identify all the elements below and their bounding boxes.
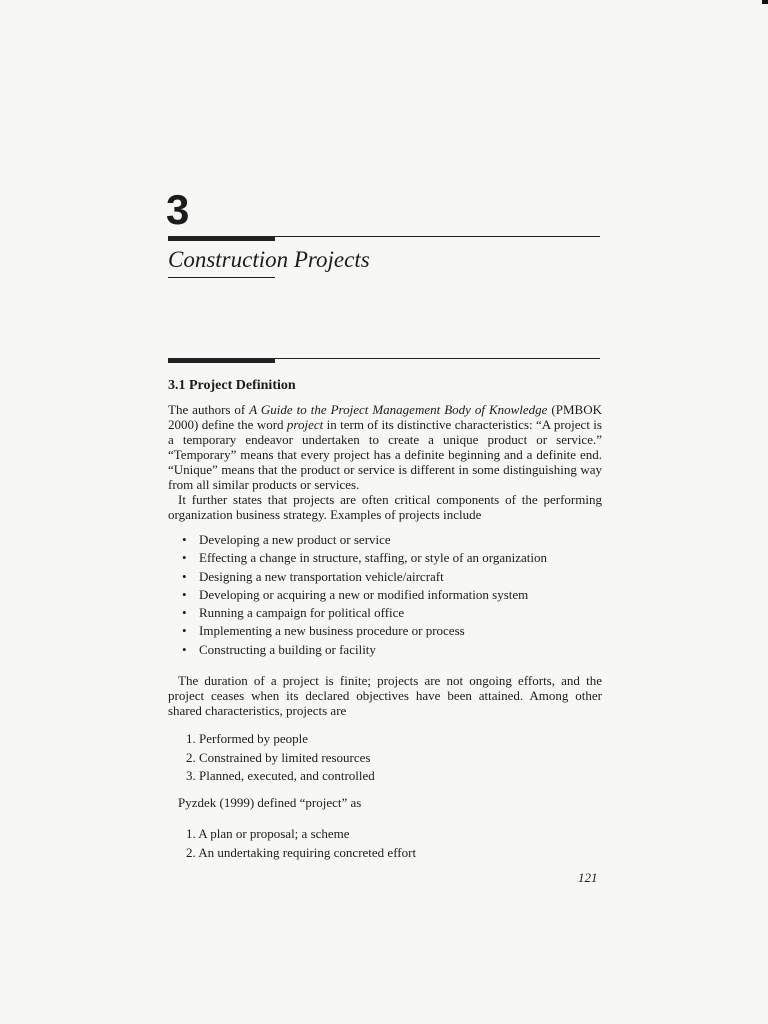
- list-item: 1. Performed by people: [186, 731, 309, 746]
- list-item: 3. Planned, executed, and controlled: [186, 768, 375, 783]
- list-item: [182, 604, 547, 622]
- chapter-title: Construction Projects: [168, 247, 370, 272]
- characteristics-list: [183, 730, 375, 786]
- list-item-text: Implementing a new business procedure or process: [199, 623, 465, 639]
- list-item-text: Designing a new transportation vehicle/aircraft: [199, 568, 444, 584]
- list-item-text: Constructing a building or facility: [199, 641, 376, 657]
- body-text-block-1: [168, 402, 602, 522]
- bullet-icon: •: [182, 568, 187, 584]
- examples-list: [182, 531, 547, 659]
- list-item: 2. Constrained by limited resources: [186, 749, 371, 765]
- list-item: [182, 641, 547, 659]
- bullet-icon: •: [182, 586, 187, 602]
- paragraph-definition: [168, 402, 602, 492]
- list-item-text: Effecting a change in structure, staffing, or style of an organization: [199, 550, 547, 566]
- bullet-icon: •: [182, 550, 187, 566]
- paragraph-duration: The duration of a project is finite; projects are not ongoing efforts, and the project ceases when its declared objectives have been attained. Among other shared characteristics, projects are: [168, 673, 602, 718]
- list-item: 1. A plan or proposal; a scheme: [186, 826, 350, 841]
- list-item: [182, 586, 547, 604]
- scan-corner-mark: [762, 0, 768, 4]
- body-text-block-2: [168, 673, 602, 718]
- list-item-text: Developing or acquiring a new or modified information system: [199, 586, 529, 602]
- section-heading: 3.1 Project Definition: [168, 378, 296, 393]
- book-title: A Guide to the Project Management Body of Knowledge: [249, 402, 548, 417]
- bullet-icon: •: [182, 623, 187, 639]
- paragraph-text: in term of its distinctive characteristics: “A project is a temporary endeavor undertaken to create a unique product or service.” “Temporary” means that every project has a definite beginning and a definite end. “Unique” means that the product or service is different in some distinguishing way from all similar products or services.: [168, 417, 602, 492]
- chapter-number: 3: [166, 186, 190, 233]
- list-item-text: Developing a new product or service: [199, 532, 391, 547]
- list-item: [182, 531, 547, 549]
- definitions-list: [183, 825, 416, 862]
- bullet-icon: •: [182, 605, 187, 621]
- list-item: [182, 549, 547, 567]
- bullet-icon: •: [182, 641, 187, 657]
- bullet-icon: •: [182, 532, 187, 547]
- list-item-text: Running a campaign for political office: [199, 605, 405, 621]
- body-text-block-3: [168, 795, 602, 810]
- list-item: 2. An undertaking requiring concreted effort: [186, 844, 417, 860]
- paragraph-examples-intro: It further states that projects are often critical components of the performing organization business strategy. Examples of projects include: [168, 492, 602, 522]
- list-item: [182, 568, 547, 586]
- paragraph-text: The authors of: [168, 402, 250, 417]
- page-number: 121: [578, 870, 598, 885]
- paragraph-text: (PMBOK 2000) define the word: [168, 402, 602, 432]
- chapter-rule-thin: [168, 236, 600, 237]
- term-project: project: [286, 417, 324, 432]
- title-underline: [168, 277, 275, 278]
- paragraph-pyzdek: Pyzdek (1999) defined “project” as: [178, 795, 362, 810]
- section-rule-thin: [168, 358, 600, 359]
- list-item: [182, 622, 547, 640]
